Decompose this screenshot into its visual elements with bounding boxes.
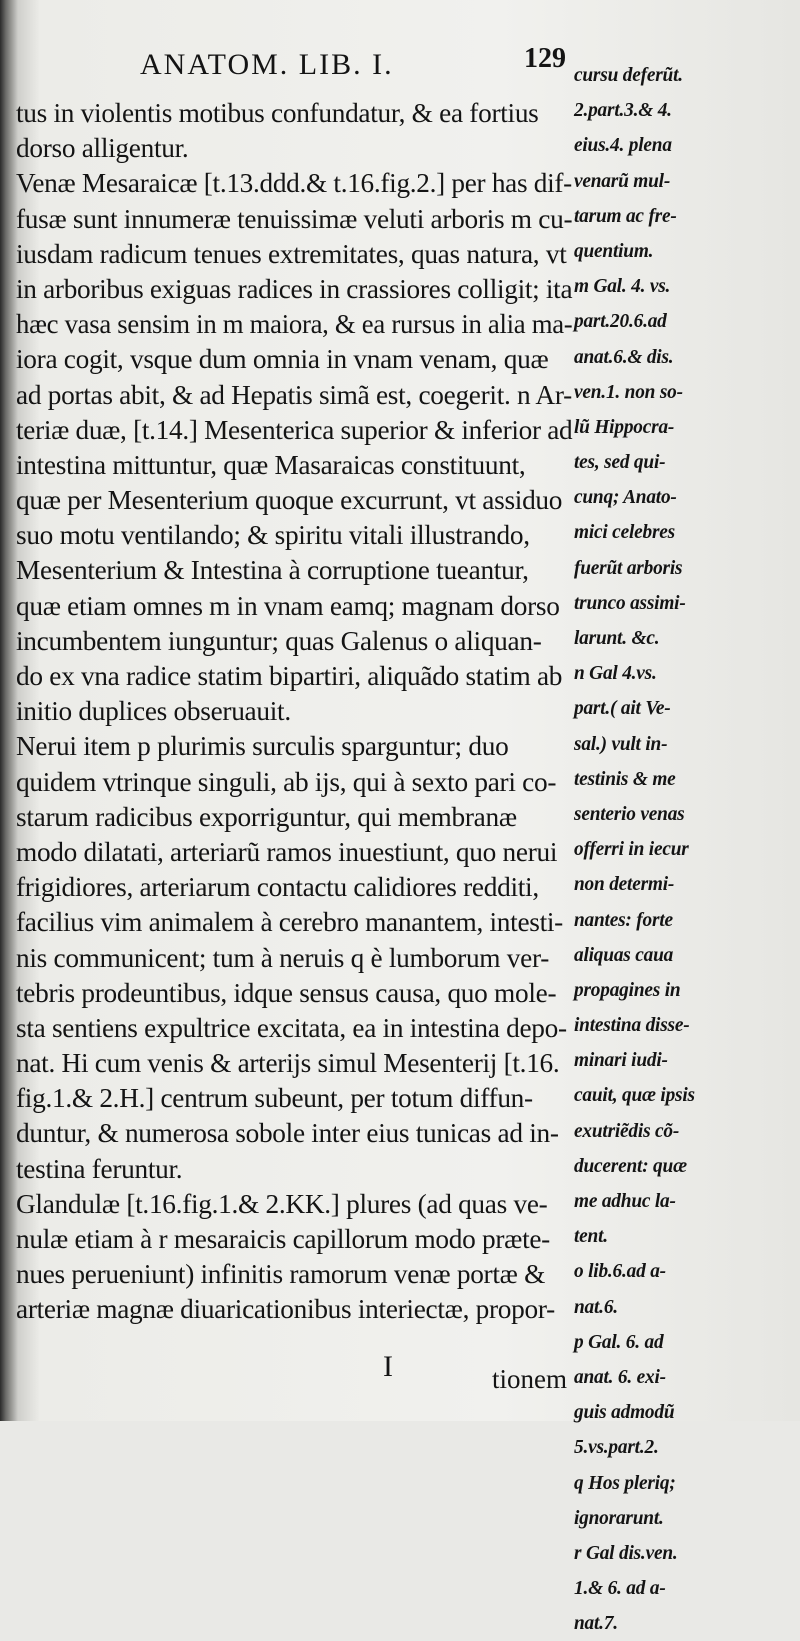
margin-note-line: guis admodũ: [574, 1402, 675, 1424]
margin-note-line: mici celebres: [574, 522, 675, 544]
margin-note-line: q Hos pleriq;: [574, 1472, 676, 1494]
text-line: quidem vtrinque singuli, ab ijs, qui à sexto pari co-: [16, 765, 557, 797]
text-line: nat. Hi cum venis & arterijs simul Mesenterij [t.16.: [16, 1047, 560, 1079]
margin-note-line: me adhuc la-: [574, 1191, 676, 1212]
margin-note-line: testinis & me: [574, 768, 676, 790]
text-line: dorso alligentur.: [16, 132, 189, 164]
margin-note-line: aliquas caua: [574, 944, 674, 966]
text-line: tus in violentis motibus confundatur, & ea fortius: [16, 97, 539, 128]
text-line: initio duplices obseruauit.: [16, 695, 291, 727]
text-line: Venæ Mesaraicæ [t.13.ddd.& t.16.fig.2.] per has dif-: [16, 167, 572, 199]
text-line: iora cogit, vsque dum omnia in vnam venam, quæ: [16, 343, 549, 375]
margin-note-line: ducerent: quæ: [574, 1155, 687, 1177]
text-line: teriæ duæ, [t.14.] Mesenterica superior & inferior ad: [16, 413, 573, 445]
text-line: do ex vna radice statim bipartiri, aliquãdo statim ab: [16, 660, 563, 691]
margin-note-line: fuerũt arboris: [574, 557, 683, 579]
margin-note-line: 1.& 6. ad a-: [574, 1578, 666, 1600]
margin-note-line: p Gal. 6. ad: [574, 1331, 664, 1353]
margin-note-line: lũ Hippocra-: [574, 416, 675, 438]
text-line: fig.1.& 2.H.] centrum subeunt, per totum diffun-: [16, 1082, 533, 1114]
text-line: fusæ sunt innumeræ tenuissimæ veluti arboris m cu-: [16, 202, 573, 234]
text-line: suo motu ventilando; & spiritu vitali illustrando,: [16, 519, 530, 551]
margin-note-line: cauit, quæ ipsis: [574, 1085, 695, 1107]
text-line: facilius vim animalem à cerebro manantem, intesti-: [16, 906, 563, 938]
margin-note-line: quentium.: [574, 240, 654, 262]
catchword: tionem: [492, 1364, 567, 1394]
text-line: tebris prodeuntibus, idque sensus causa, quo mole-: [16, 976, 557, 1008]
margin-note-line: cunq; Anato-: [574, 487, 677, 509]
margin-note-line: offerri in iecur: [574, 839, 689, 861]
margin-note-line: ignorarunt.: [574, 1507, 664, 1529]
margin-note-line: venarũ mul-: [574, 170, 671, 192]
text-line: modo dilatati, arteriarũ ramos inuestiunt, quo nerui: [16, 835, 558, 867]
text-line: quæ per Mesenterium quoque excurrunt, vt assiduo: [16, 484, 563, 516]
marginal-notes: [574, 58, 798, 1641]
text-line: ad portas abit, & ad Hepatis simã est, coegerit. n Ar-: [16, 378, 572, 410]
running-head: ANATOM. LIB. I.: [140, 48, 394, 81]
margin-note-line: ven.1. non so-: [574, 381, 683, 403]
margin-note-line: intestina disse-: [574, 1015, 690, 1037]
margin-note-line: 2.part.3.& 4.: [574, 100, 672, 122]
margin-note-line: part.( ait Ve-: [574, 698, 671, 720]
margin-note-line: n Gal 4.vs.: [574, 663, 657, 685]
page-number: 129: [524, 43, 566, 74]
text-line: in arboribus exiguas radices in crassiores colligit; ita: [16, 272, 573, 304]
text-line: nues perueniunt) infinitis ramorum venæ portæ &: [16, 1258, 546, 1290]
margin-note-line: propagines in: [574, 979, 681, 1001]
margin-note-line: exutriẽdis cõ-: [574, 1120, 680, 1142]
margin-note-line: larunt. &c.: [574, 628, 660, 649]
text-line: arteriæ magnæ diuaricationibus interiectæ, propor-: [16, 1293, 555, 1325]
text-line: frigidiores, arteriarum contactu calidiores redditi,: [16, 871, 539, 903]
text-line: nis communicent; tum à neruis q è lumborum ver-: [16, 941, 550, 973]
margin-note-line: o lib.6.ad a-: [574, 1261, 666, 1283]
text-line: hæc vasa sensim in m maiora, & ea rursus in alia ma-: [16, 308, 573, 340]
text-line: Nerui item p plurimis surculis sparguntur; duo: [16, 730, 509, 762]
text-line: Mesenterium & Intestina à corruptione tueantur,: [16, 554, 529, 586]
margin-note-line: cursu deferũt.: [574, 65, 683, 86]
text-line: duntur, & numerosa sobole inter eius tunicas ad in-: [16, 1117, 559, 1149]
text-line: testina feruntur.: [16, 1152, 183, 1184]
text-line: Glandulæ [t.16.fig.1.& 2.KK.] plures (ad quas ve-: [16, 1187, 548, 1219]
margin-note-line: minari iudi-: [574, 1050, 668, 1072]
text-line: intestina mittuntur, quæ Masaraicas constituunt,: [16, 448, 526, 480]
margin-note-line: anat. 6. exi-: [574, 1366, 666, 1388]
text-line: starum radicibus exporriguntur, qui membranæ: [16, 800, 517, 832]
margin-note-line: nantes: forte: [574, 909, 673, 931]
text-line: iusdam radicum tenues extremitates, quas natura, vt: [16, 237, 567, 269]
margin-note-line: tes, sed qui-: [574, 452, 666, 474]
text-line: quæ etiam omnes m in vnam eamq; magnam dorso: [16, 589, 560, 621]
margin-note-line: sal.) vult in-: [574, 733, 668, 755]
text-line: incumbentem iunguntur; quas Galenus o aliquan-: [16, 624, 542, 656]
margin-note-line: 5.vs.part.2.: [574, 1437, 659, 1459]
text-line: sta sentiens expultrice excitata, ea in intestina depo-: [16, 1011, 567, 1043]
margin-note-line: tarum ac fre-: [574, 205, 677, 227]
margin-note-line: trunco assimi-: [574, 592, 686, 614]
margin-note-line: anat.6.& dis.: [574, 346, 674, 368]
margin-note-line: non determi-: [574, 874, 675, 896]
margin-note-line: part.20.6.ad: [574, 311, 667, 333]
margin-note-line: nat.6.: [574, 1296, 618, 1318]
margin-note-line: eius.4. plena: [574, 135, 672, 157]
signature-mark: I: [383, 1350, 393, 1383]
text-line: nulæ etiam à r mesaraicis capillorum modo præte-: [16, 1223, 550, 1254]
margin-note-line: m Gal. 4. vs.: [574, 276, 671, 298]
margin-note-line: senterio venas: [574, 803, 685, 825]
margin-note-line: tent.: [574, 1226, 608, 1248]
margin-note-line: r Gal dis.ven.: [574, 1542, 678, 1564]
main-text-block: [16, 95, 576, 1327]
margin-note-line: nat.7.: [574, 1613, 618, 1635]
